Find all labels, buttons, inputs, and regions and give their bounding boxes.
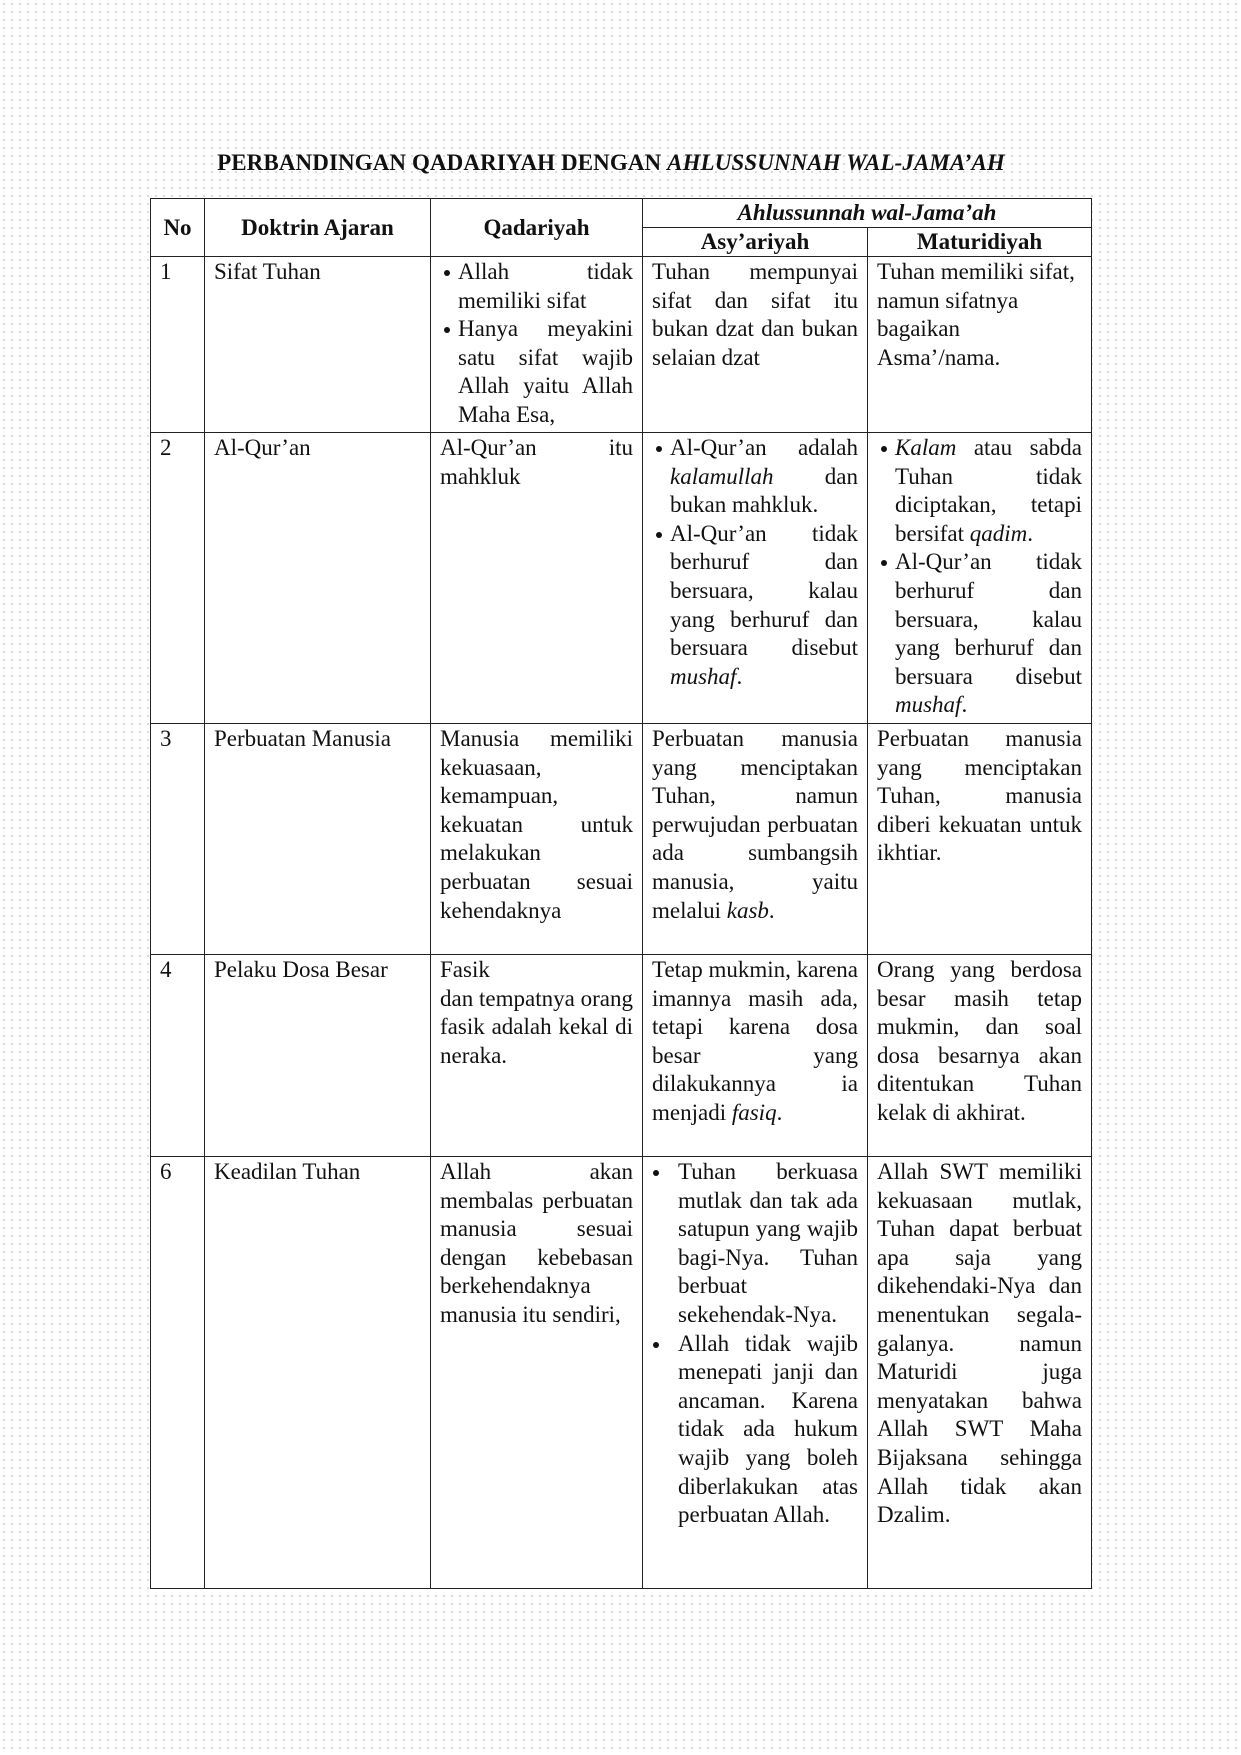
table-row [151, 955, 1092, 1157]
title-normal: PERBANDINGAN QADARIYAH DENGAN [217, 150, 668, 175]
cell-asyariyah [643, 433, 868, 724]
list-item: Al-Qur’an adalah kalamullah dan bukan mahkluk. [652, 434, 858, 520]
cell-doktrin: Sifat Tuhan [205, 257, 431, 433]
list-item: Al-Qur’an tidak berhuruf dan bersuara, kalau yang berhuruf dan bersuara disebut mushaf. [652, 520, 858, 692]
cell-no: 2 [151, 433, 205, 724]
cell-maturidiyah: Tuhan memiliki sifat, namun sifatnya bagaikan Asma’/nama. [868, 257, 1092, 433]
cell-doktrin: Perbuatan Manusia [205, 724, 431, 955]
list-item: Al-Qur’an tidak berhuruf dan bersuara, kalau yang berhuruf dan bersuara disebut mushaf. [877, 548, 1082, 720]
table-row [151, 1157, 1092, 1589]
list-item: Allah tidak memiliki sifat [440, 258, 633, 315]
cell-asyariyah: Perbuatan manusia yang menciptakan Tuhan, namun perwujudan perbuatan ada sumbangsih manusia, yaitu melalui kasb. [643, 724, 868, 955]
cell-asyariyah: Tetap mukmin, karena imannya masih ada, tetapi karena dosa besar yang dilakukannya ia menjadi fasiq. [643, 955, 868, 1157]
table-row [151, 257, 1092, 433]
cell-no: 1 [151, 257, 205, 433]
cell-asyariyah: Tuhan mempunyai sifat dan sifat itu bukan dzat dan bukan selaian dzat [643, 257, 868, 433]
cell-no: 6 [151, 1157, 205, 1589]
list-item: Hanya meyakini satu sifat wajib Allah yaitu Allah Maha Esa, [440, 315, 633, 429]
cell-qadariyah: Al-Qur’an itu mahkluk [431, 433, 643, 724]
cell-doktrin: Keadilan Tuhan [205, 1157, 431, 1589]
list-item: Allah tidak wajib menepati janji dan ancaman. Karena tidak ada hukum wajib yang boleh diberlakukan atas perbuatan Allah. [652, 1330, 858, 1530]
header-qadariyah: Qadariyah [431, 199, 643, 257]
header-ahlussunnah: Ahlussunnah wal-Jama’ah [643, 199, 1092, 228]
cell-doktrin: Pelaku Dosa Besar [205, 955, 431, 1157]
list-item: Kalam atau sabda Tuhan tidak diciptakan, tetapi bersifat qadim. [877, 434, 1082, 548]
header-doktrin: Doktrin Ajaran [205, 199, 431, 257]
header-maturidiyah: Maturidiyah [868, 228, 1092, 257]
header-no: No [151, 199, 205, 257]
cell-no: 3 [151, 724, 205, 955]
list-item: Tuhan berkuasa mutlak dan tak ada satupun yang wajib bagi-Nya. Tuhan berbuat sekehendak-Nya. [652, 1158, 858, 1330]
cell-maturidiyah: Allah SWT memiliki kekuasaan mutlak, Tuhan dapat berbuat apa saja yang dikehendaki-Nya dan menentukan segala-galanya. namun Maturidi juga menyatakan bahwa Allah SWT Maha Bijaksana sehingga Allah tidak akan Dzalim. [868, 1157, 1092, 1589]
cell-no: 4 [151, 955, 205, 1157]
cell-qadariyah: Manusia memiliki kekuasaan, kemampuan, kekuatan untuk melakukan perbuatan sesuai kehendaknya [431, 724, 643, 955]
cell-qadariyah: Allah akan membalas perbuatan manusia sesuai dengan kebebasan berkehendaknya manusia itu sendiri, [431, 1157, 643, 1589]
cell-asyariyah [643, 1157, 868, 1589]
table-row [151, 433, 1092, 724]
title-italic: AHLUSSUNNAH WAL-JAMA’AH [667, 150, 1005, 175]
header-asyariyah: Asy’ariyah [643, 228, 868, 257]
cell-qadariyah [431, 257, 643, 433]
comparison-table [150, 198, 1092, 1589]
cell-doktrin: Al-Qur’an [205, 433, 431, 724]
cell-maturidiyah: Orang yang berdosa besar masih tetap mukmin, dan soal dosa besarnya akan ditentukan Tuhan kelak di akhirat. [868, 955, 1092, 1157]
cell-maturidiyah [868, 433, 1092, 724]
cell-qadariyah: Fasik dan tempatnya orang fasik adalah kekal di neraka. [431, 955, 643, 1157]
page-title [150, 150, 1072, 176]
cell-maturidiyah: Perbuatan manusia yang menciptakan Tuhan, manusia diberi kekuatan untuk ikhtiar. [868, 724, 1092, 955]
table-row [151, 724, 1092, 955]
